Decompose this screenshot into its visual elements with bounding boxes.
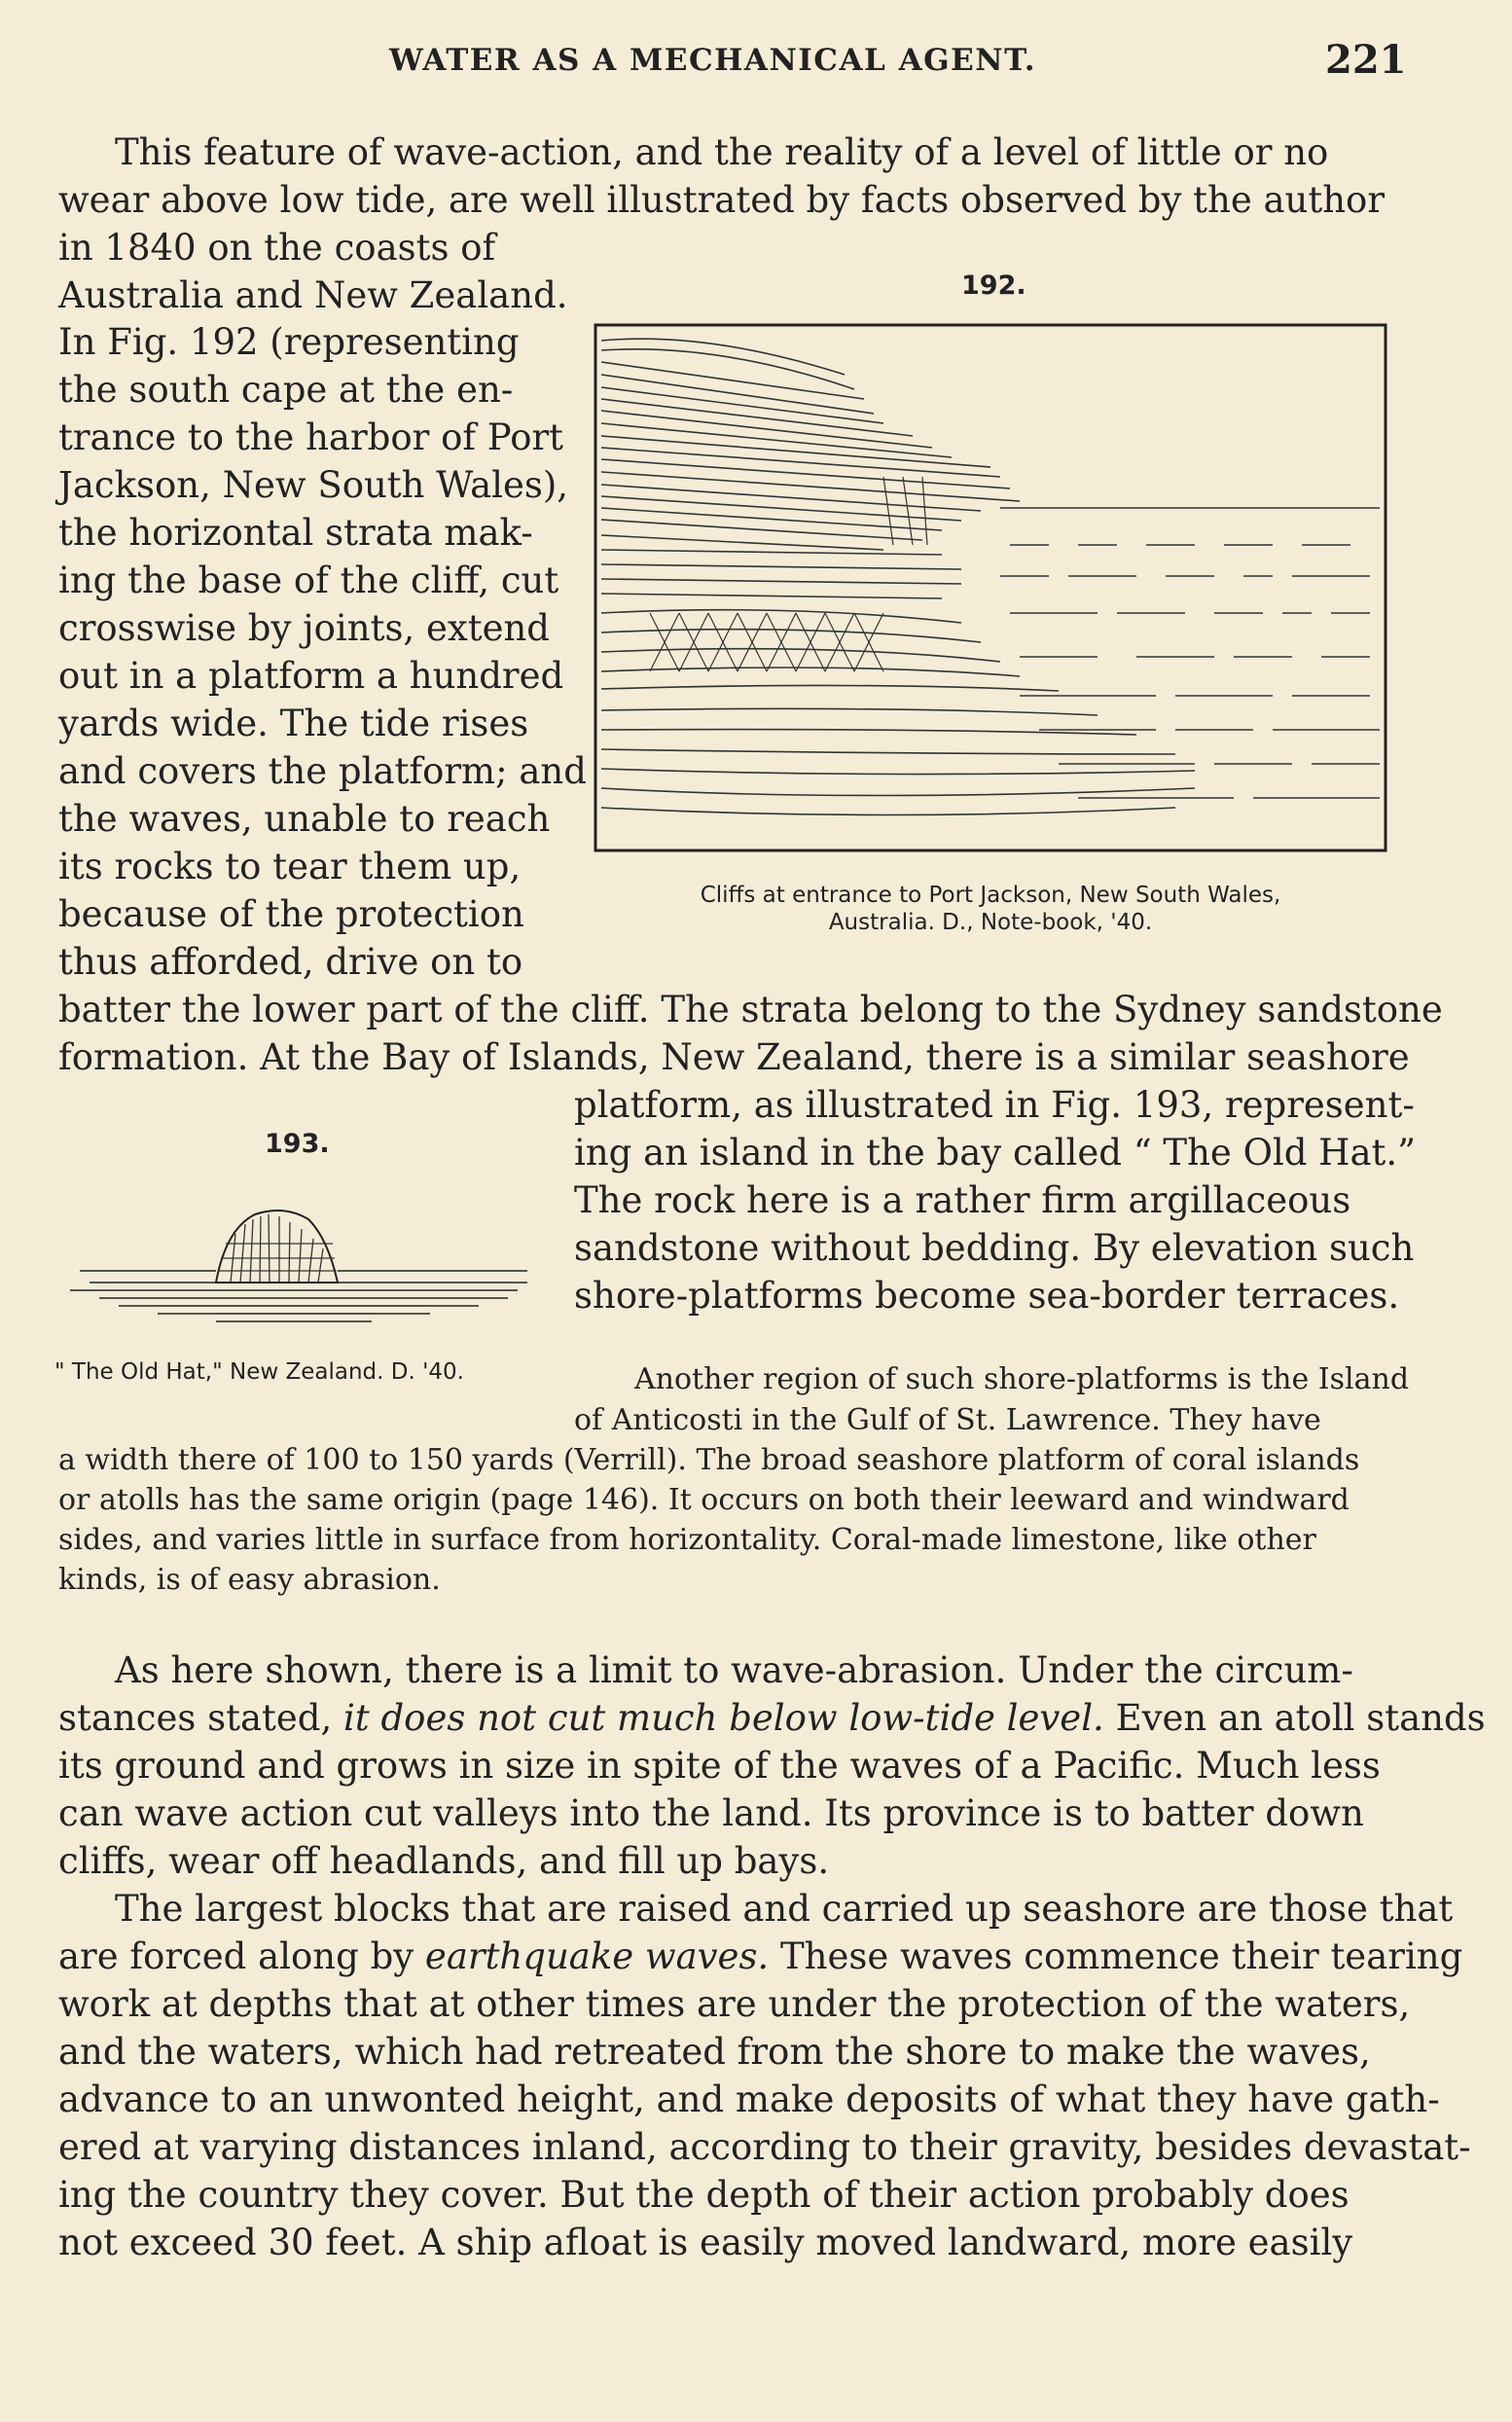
text-line: and covers the platform; and (58, 750, 587, 792)
text-line: The largest blocks that are raised and carried up seashore are those that (115, 1888, 1454, 1930)
figure-192-caption (592, 883, 1389, 936)
text-line: its ground and grows in size in spite of the waves of a Pacific. Much less (58, 1745, 1381, 1787)
small-text-line: kinds, is of easy abrasion. (58, 1563, 441, 1597)
text-line: stances stated, it does not cut much below low-tide level. Even an atoll stands (58, 1697, 1486, 1739)
text-line: the horizontal strata mak- (58, 512, 533, 554)
text-line: in 1840 on the coasts of (58, 227, 496, 269)
text-line: sandstone without bedding. By elevation such (574, 1227, 1415, 1269)
caption-line: Cliffs at entrance to Port Jackson, New South Wales, (700, 883, 1281, 908)
text-line: batter the lower part of the cliff. The strata belong to the Sydney sandstone (58, 989, 1443, 1030)
text-line: and the waters, which had retreated from the shore to make the waves, (58, 2031, 1371, 2073)
text-line: platform, as illustrated in Fig. 193, represent- (574, 1084, 1415, 1126)
text-line: trance to the harbor of Port (58, 416, 564, 458)
small-text-line: or atolls has the same origin (page 146). It occurs on both their leeward and windward (58, 1483, 1350, 1517)
text-line: the waves, unable to reach (58, 798, 551, 840)
text-line: ing the base of the cliff, cut (58, 560, 559, 601)
text-line: its rocks to tear them up, (58, 846, 522, 887)
text-line: As here shown, there is a limit to wave-abrasion. Under the circum- (115, 1649, 1353, 1691)
text-line: wear above low tide, are well illustrated by facts observed by the author (58, 179, 1386, 221)
figure-192-label: 192. (961, 271, 1026, 301)
text-line: cliffs, wear off headlands, and fill up bays. (58, 1840, 830, 1882)
figure-192-illustration (592, 321, 1389, 854)
small-text-line: a width there of 100 to 150 yards (Verrill). The broad seashore platform of coral islands (58, 1443, 1360, 1477)
text-line: out in a platform a hundred (58, 655, 564, 697)
text-line: Jackson, New South Wales), (58, 464, 569, 506)
text-line: The rock here is a rather firm argillaceous (574, 1179, 1351, 1221)
caption-line: Australia. D., Note-book, '40. (828, 909, 1153, 935)
text-line: work at depths that at other times are under the protection of the waters, (58, 1983, 1411, 2025)
text-line: ing the country they cover. But the depth of their action probably does (58, 2174, 1350, 2216)
text-line: This feature of wave-action, and the reality of a level of little or no (115, 131, 1329, 173)
text-line: thus afforded, drive on to (58, 941, 523, 983)
text-line: because of the protection (58, 893, 524, 935)
running-head: WATER AS A MECHANICAL AGENT. (389, 43, 1036, 78)
text-line: crosswise by joints, extend (58, 607, 550, 649)
text-line: can wave action cut valleys into the land. Its province is to batter down (58, 1792, 1364, 1834)
small-text-line: sides, and varies little in surface from horizontality. Coral-made limestone, like other (58, 1523, 1316, 1557)
text-line: formation. At the Bay of Islands, New Zealand, there is a similar seashore (58, 1036, 1410, 1078)
text-line: yards wide. The tide rises (58, 703, 529, 744)
text-line: the south cape at the en- (58, 369, 514, 411)
text-line: not exceed 30 feet. A ship afloat is easily moved landward, more easily (58, 2222, 1353, 2263)
figure-193-illustration (60, 1185, 537, 1331)
figure-193-caption: " The Old Hat," New Zealand. D. '40. (54, 1359, 464, 1385)
page-number: 221 (1325, 37, 1407, 83)
small-text-line: Another region of such shore-platforms is the Island (634, 1362, 1410, 1396)
text-line: are forced along by earthquake waves. These waves commence their tearing (58, 1935, 1463, 1977)
small-text-line: of Anticosti in the Gulf of St. Lawrence. They have (574, 1403, 1321, 1437)
text-line: shore-platforms become sea-border terraces. (574, 1275, 1400, 1317)
text-line: ing an island in the bay called “ The Old Hat.” (574, 1132, 1417, 1174)
text-line: In Fig. 192 (representing (58, 321, 520, 363)
text-line: ered at varying distances inland, according to their gravity, besides devastat- (58, 2126, 1471, 2168)
text-line: Australia and New Zealand. (58, 274, 568, 316)
figure-193-label: 193. (265, 1129, 330, 1159)
text-line: advance to an unwonted height, and make deposits of what they have gath- (58, 2079, 1440, 2120)
